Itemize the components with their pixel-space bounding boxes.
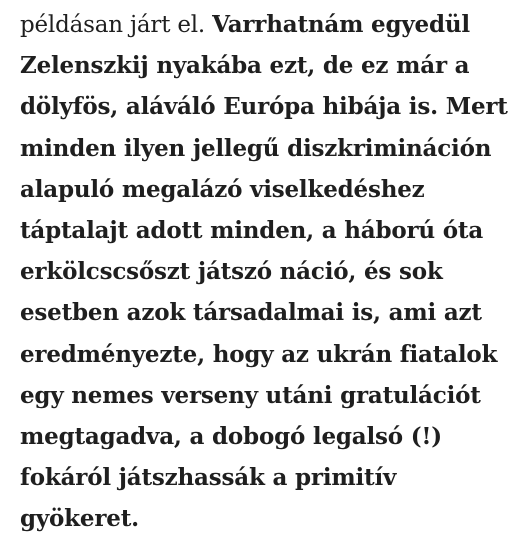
text-run: példásan járt el. — [20, 12, 213, 38]
text-line: erkölcscsőszt játszó náció, és sok — [20, 258, 443, 286]
text-line: táptalajt adott minden, a háború óta — [20, 216, 484, 244]
text-line: gyökeret. — [20, 505, 139, 533]
text-line: Zelenszkij nyakába ezt, de ez már a — [20, 52, 470, 80]
text-line: eredményezte, hogy az ukrán fiatalok — [20, 340, 498, 368]
text-line: megtagadva, a dobogó legalsó (!) — [20, 422, 442, 450]
text-line: alapuló megalázó viselkedéshez — [20, 175, 425, 203]
text-line: esetben azok társadalmai is, ami azt — [20, 299, 482, 327]
text-line — [20, 4, 526, 45]
text-run: Varrhatnám egyedül — [212, 11, 470, 38]
text-line: dölyfös, aláváló Európa hibája is. Mert — [20, 93, 508, 121]
text-line: minden ilyen jellegű diszkrimináción — [20, 134, 492, 162]
text-line: fokáról játszhassák a primitív — [20, 464, 397, 492]
text-line: egy nemes verseny utáni gratulációt — [20, 381, 481, 409]
